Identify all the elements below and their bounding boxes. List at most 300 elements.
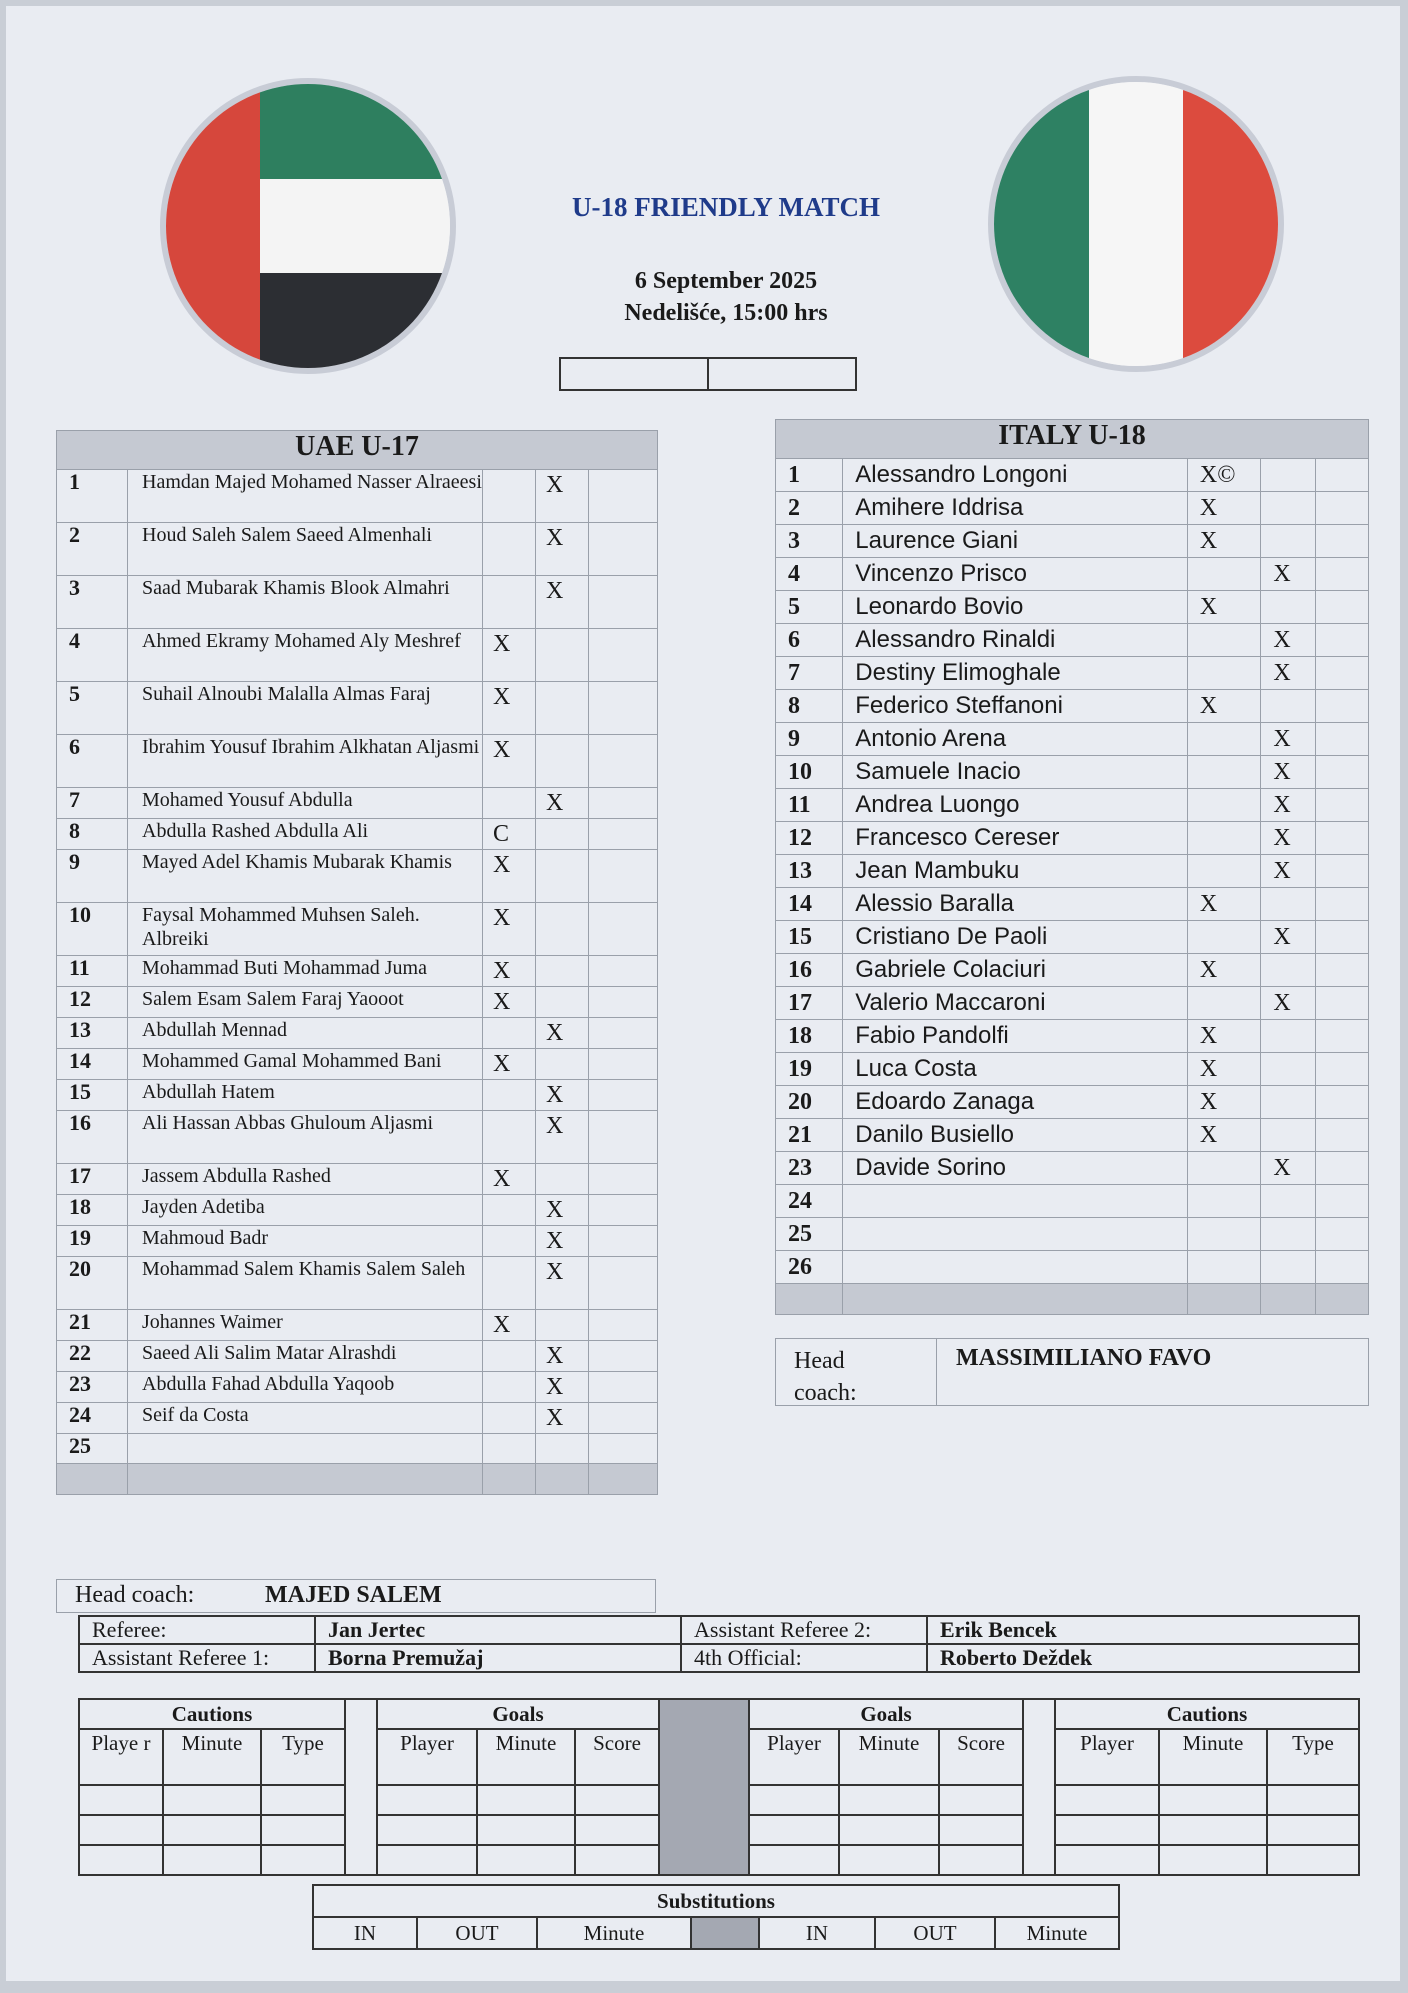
player-row bbox=[776, 855, 1369, 888]
player-extra bbox=[1316, 987, 1369, 1020]
player-row bbox=[57, 1341, 658, 1372]
referee-name: Jan Jertec bbox=[315, 1616, 681, 1644]
player-mark-2 bbox=[536, 1434, 589, 1464]
player-name: Mohammad Salem Khamis Salem Saleh bbox=[128, 1257, 483, 1310]
player-row bbox=[57, 735, 658, 788]
player-mark-2: X bbox=[536, 1226, 589, 1257]
player-number: 10 bbox=[57, 903, 128, 956]
player-row bbox=[57, 1164, 658, 1195]
away-goals-score-col: Score bbox=[939, 1729, 1023, 1785]
player-row bbox=[776, 789, 1369, 822]
player-number: 13 bbox=[57, 1018, 128, 1049]
player-name: Abdulla Rashed Abdulla Ali bbox=[128, 819, 483, 850]
player-name: Abdullah Mennad bbox=[128, 1018, 483, 1049]
player-row bbox=[57, 1434, 658, 1464]
player-extra bbox=[589, 629, 658, 682]
away-cautions-player-col: Player bbox=[1055, 1729, 1159, 1785]
player-extra bbox=[1316, 525, 1369, 558]
player-mark-2 bbox=[536, 819, 589, 850]
player-name: Destiny Elimoghale bbox=[843, 657, 1188, 690]
player-mark-2 bbox=[1261, 591, 1316, 624]
player-row bbox=[776, 492, 1369, 525]
player-mark-1 bbox=[483, 1111, 536, 1164]
player-mark-1 bbox=[1187, 1251, 1260, 1284]
player-row bbox=[57, 1310, 658, 1341]
player-mark-1 bbox=[483, 523, 536, 576]
player-mark-1: X bbox=[483, 1049, 536, 1080]
substitutions-header: Substitutions bbox=[313, 1885, 1119, 1917]
player-name: Edoardo Zanaga bbox=[843, 1086, 1188, 1119]
home-goals-score-col: Score bbox=[575, 1729, 659, 1785]
player-extra bbox=[1316, 855, 1369, 888]
player-name: Faysal Mohammed Muhsen Saleh. Albreiki bbox=[128, 903, 483, 956]
player-mark-1: C bbox=[483, 819, 536, 850]
away-cautions-type-col: Type bbox=[1267, 1729, 1359, 1785]
player-extra bbox=[1316, 1251, 1369, 1284]
player-number: 7 bbox=[57, 788, 128, 819]
player-mark-2 bbox=[1261, 1086, 1316, 1119]
player-row bbox=[57, 788, 658, 819]
player-extra bbox=[1316, 459, 1369, 492]
player-name: Jean Mambuku bbox=[843, 855, 1188, 888]
player-name: Jassem Abdulla Rashed bbox=[128, 1164, 483, 1195]
player-number: 10 bbox=[776, 756, 843, 789]
player-number: 8 bbox=[776, 690, 843, 723]
player-extra bbox=[1316, 1218, 1369, 1251]
player-extra bbox=[1316, 789, 1369, 822]
fourth-official-label: 4th Official: bbox=[681, 1644, 927, 1672]
player-number: 17 bbox=[776, 987, 843, 1020]
home-subs-minute-col: Minute bbox=[537, 1917, 691, 1949]
player-row bbox=[776, 657, 1369, 690]
player-row bbox=[57, 987, 658, 1018]
player-row bbox=[57, 1018, 658, 1049]
player-extra bbox=[589, 850, 658, 903]
score-box bbox=[559, 357, 857, 391]
ar1-name: Borna Premužaj bbox=[315, 1644, 681, 1672]
shaded-row bbox=[57, 1464, 658, 1495]
player-mark-2: X bbox=[536, 1403, 589, 1434]
ar1-label: Assistant Referee 1: bbox=[79, 1644, 315, 1672]
player-mark-1: X bbox=[483, 850, 536, 903]
shaded-row bbox=[776, 1284, 1369, 1315]
player-name: Cristiano De Paoli bbox=[843, 921, 1188, 954]
player-row bbox=[776, 1119, 1369, 1152]
player-row bbox=[57, 1372, 658, 1403]
player-mark-1 bbox=[483, 1080, 536, 1111]
player-mark-2: X bbox=[1261, 657, 1316, 690]
player-name: Antonio Arena bbox=[843, 723, 1188, 756]
player-mark-1: X bbox=[483, 903, 536, 956]
player-mark-2: X bbox=[1261, 756, 1316, 789]
player-extra bbox=[589, 987, 658, 1018]
player-mark-2: X bbox=[536, 1195, 589, 1226]
player-number: 24 bbox=[57, 1403, 128, 1434]
player-number: 13 bbox=[776, 855, 843, 888]
player-number: 23 bbox=[776, 1152, 843, 1185]
player-mark-2 bbox=[536, 987, 589, 1018]
player-mark-2 bbox=[1261, 459, 1316, 492]
player-row bbox=[57, 1257, 658, 1310]
player-name bbox=[843, 1218, 1188, 1251]
player-extra bbox=[589, 956, 658, 987]
player-mark-2: X bbox=[1261, 921, 1316, 954]
player-mark-2: X bbox=[1261, 822, 1316, 855]
player-mark-2 bbox=[536, 1310, 589, 1341]
away-team-name: ITALY U-18 bbox=[776, 420, 1369, 459]
player-number: 12 bbox=[57, 987, 128, 1018]
player-mark-2 bbox=[536, 735, 589, 788]
player-row bbox=[776, 1251, 1369, 1284]
player-number: 25 bbox=[776, 1218, 843, 1251]
away-coach-name: MASSIMILIANO FAVO bbox=[956, 1345, 1212, 1371]
player-mark-1 bbox=[483, 1403, 536, 1434]
player-number: 7 bbox=[776, 657, 843, 690]
player-extra bbox=[589, 1226, 658, 1257]
home-cautions-header: Cautions bbox=[79, 1699, 345, 1729]
player-row bbox=[776, 1152, 1369, 1185]
player-number: 1 bbox=[57, 470, 128, 523]
player-number: 21 bbox=[57, 1310, 128, 1341]
player-mark-2: X bbox=[1261, 987, 1316, 1020]
player-name: Mayed Adel Khamis Mubarak Khamis bbox=[128, 850, 483, 903]
player-number: 23 bbox=[57, 1372, 128, 1403]
player-name: Mohamed Yousuf Abdulla bbox=[128, 788, 483, 819]
player-mark-2 bbox=[1261, 888, 1316, 921]
player-row bbox=[776, 822, 1369, 855]
home-goals-header: Goals bbox=[377, 1699, 659, 1729]
player-mark-1 bbox=[1187, 1152, 1260, 1185]
ar2-label: Assistant Referee 2: bbox=[681, 1616, 927, 1644]
away-score-cell bbox=[707, 359, 855, 389]
player-name: Andrea Luongo bbox=[843, 789, 1188, 822]
player-number: 19 bbox=[776, 1053, 843, 1086]
player-number: 1 bbox=[776, 459, 843, 492]
italy-flag-icon bbox=[988, 76, 1284, 372]
player-number: 11 bbox=[57, 956, 128, 987]
away-goals-player-col: Player bbox=[749, 1729, 839, 1785]
player-extra bbox=[589, 1257, 658, 1310]
uae-flag-icon bbox=[160, 78, 456, 374]
player-extra bbox=[589, 1195, 658, 1226]
home-subs-in-col: IN bbox=[313, 1917, 417, 1949]
player-number: 22 bbox=[57, 1341, 128, 1372]
player-number: 8 bbox=[57, 819, 128, 850]
officials-table bbox=[78, 1615, 1360, 1673]
player-mark-1 bbox=[483, 1226, 536, 1257]
player-number: 12 bbox=[776, 822, 843, 855]
player-mark-2: X bbox=[536, 788, 589, 819]
player-mark-1 bbox=[1187, 855, 1260, 888]
player-name: Francesco Cereser bbox=[843, 822, 1188, 855]
player-row bbox=[776, 1086, 1369, 1119]
away-goals-minute-col: Minute bbox=[839, 1729, 939, 1785]
away-subs-out-col: OUT bbox=[875, 1917, 995, 1949]
player-row bbox=[776, 723, 1369, 756]
player-row bbox=[57, 1049, 658, 1080]
player-mark-2: X bbox=[1261, 789, 1316, 822]
player-mark-2 bbox=[1261, 954, 1316, 987]
player-number: 4 bbox=[776, 558, 843, 591]
player-extra bbox=[1316, 1020, 1369, 1053]
player-row bbox=[776, 624, 1369, 657]
player-extra bbox=[589, 1049, 658, 1080]
player-extra bbox=[1316, 1119, 1369, 1152]
substitutions-table bbox=[312, 1884, 1120, 1950]
player-mark-1: X bbox=[483, 1310, 536, 1341]
match-date: 6 September 2025 bbox=[634, 268, 818, 294]
player-extra bbox=[589, 1341, 658, 1372]
player-mark-1 bbox=[1187, 987, 1260, 1020]
player-extra bbox=[1316, 888, 1369, 921]
match-venue: Nedelišće, 15:00 hrs bbox=[624, 300, 828, 326]
player-mark-2 bbox=[1261, 1185, 1316, 1218]
player-number: 20 bbox=[57, 1257, 128, 1310]
player-row bbox=[776, 1020, 1369, 1053]
player-name bbox=[843, 1251, 1188, 1284]
player-mark-1: X bbox=[1187, 1020, 1260, 1053]
player-extra bbox=[589, 1080, 658, 1111]
player-mark-2: X bbox=[536, 470, 589, 523]
player-mark-2 bbox=[1261, 1119, 1316, 1152]
away-cautions-minute-col: Minute bbox=[1159, 1729, 1267, 1785]
player-name bbox=[128, 1434, 483, 1464]
player-number: 6 bbox=[57, 735, 128, 788]
away-subs-in-col: IN bbox=[759, 1917, 875, 1949]
player-row bbox=[776, 888, 1369, 921]
player-number: 3 bbox=[776, 525, 843, 558]
player-number: 26 bbox=[776, 1251, 843, 1284]
home-head-coach bbox=[56, 1579, 656, 1613]
home-coach-label: Head coach: bbox=[75, 1582, 195, 1608]
player-row bbox=[776, 1218, 1369, 1251]
player-number: 15 bbox=[57, 1080, 128, 1111]
home-cautions-minute-col: Minute bbox=[163, 1729, 261, 1785]
player-name: Valerio Maccaroni bbox=[843, 987, 1188, 1020]
player-mark-1 bbox=[483, 1434, 536, 1464]
referee-label: Referee: bbox=[79, 1616, 315, 1644]
player-row bbox=[57, 1403, 658, 1434]
player-name: Alessandro Longoni bbox=[843, 459, 1188, 492]
player-mark-1: X© bbox=[1187, 459, 1260, 492]
player-mark-2 bbox=[1261, 1251, 1316, 1284]
player-mark-1: X bbox=[1187, 690, 1260, 723]
player-extra bbox=[1316, 756, 1369, 789]
player-name: Houd Saleh Salem Saeed Almenhali bbox=[128, 523, 483, 576]
player-number: 18 bbox=[776, 1020, 843, 1053]
player-extra bbox=[1316, 921, 1369, 954]
player-number: 5 bbox=[57, 682, 128, 735]
player-name: Alessandro Rinaldi bbox=[843, 624, 1188, 657]
player-extra bbox=[589, 523, 658, 576]
player-row bbox=[776, 525, 1369, 558]
player-mark-1: X bbox=[483, 1164, 536, 1195]
player-mark-2: X bbox=[1261, 855, 1316, 888]
player-extra bbox=[1316, 954, 1369, 987]
player-mark-2 bbox=[1261, 1020, 1316, 1053]
player-row bbox=[776, 1053, 1369, 1086]
ar2-name: Erik Bencek bbox=[927, 1616, 1359, 1644]
player-mark-1 bbox=[1187, 723, 1260, 756]
player-number: 19 bbox=[57, 1226, 128, 1257]
player-mark-1: X bbox=[483, 956, 536, 987]
player-extra bbox=[589, 1403, 658, 1434]
player-number: 15 bbox=[776, 921, 843, 954]
player-name: Saad Mubarak Khamis Blook Almahri bbox=[128, 576, 483, 629]
player-row bbox=[57, 629, 658, 682]
player-mark-2 bbox=[536, 629, 589, 682]
player-row bbox=[57, 819, 658, 850]
player-mark-1 bbox=[1187, 558, 1260, 591]
player-extra bbox=[1316, 591, 1369, 624]
player-mark-1 bbox=[483, 1372, 536, 1403]
player-mark-2: X bbox=[536, 1018, 589, 1049]
player-mark-1: X bbox=[483, 682, 536, 735]
player-extra bbox=[589, 1434, 658, 1464]
player-mark-1 bbox=[1187, 1185, 1260, 1218]
player-extra bbox=[589, 576, 658, 629]
player-extra bbox=[589, 1310, 658, 1341]
player-number: 3 bbox=[57, 576, 128, 629]
player-mark-2 bbox=[1261, 492, 1316, 525]
player-row bbox=[57, 956, 658, 987]
player-number: 14 bbox=[776, 888, 843, 921]
player-mark-2 bbox=[536, 682, 589, 735]
player-row bbox=[57, 1195, 658, 1226]
player-number: 11 bbox=[776, 789, 843, 822]
player-mark-2 bbox=[1261, 525, 1316, 558]
player-number: 16 bbox=[776, 954, 843, 987]
player-mark-2: X bbox=[536, 523, 589, 576]
player-mark-1: X bbox=[1187, 591, 1260, 624]
match-events-table bbox=[78, 1698, 1360, 1876]
home-cautions-player-col: Playe r bbox=[79, 1729, 163, 1785]
player-extra bbox=[1316, 624, 1369, 657]
player-name: Davide Sorino bbox=[843, 1152, 1188, 1185]
player-extra bbox=[1316, 558, 1369, 591]
player-mark-1 bbox=[1187, 756, 1260, 789]
player-name: Mohammad Buti Mohammad Juma bbox=[128, 956, 483, 987]
player-row bbox=[57, 1080, 658, 1111]
player-mark-2 bbox=[1261, 1218, 1316, 1251]
player-row bbox=[57, 1226, 658, 1257]
player-mark-1 bbox=[1187, 789, 1260, 822]
player-mark-1 bbox=[1187, 822, 1260, 855]
player-name: Danilo Busiello bbox=[843, 1119, 1188, 1152]
player-mark-2: X bbox=[536, 1080, 589, 1111]
player-row bbox=[57, 903, 658, 956]
away-goals-header: Goals bbox=[749, 1699, 1023, 1729]
player-name: Mohammed Gamal Mohammed Bani bbox=[128, 1049, 483, 1080]
player-name: Ali Hassan Abbas Ghuloum Aljasmi bbox=[128, 1111, 483, 1164]
player-mark-2: X bbox=[536, 1257, 589, 1310]
player-name: Seif da Costa bbox=[128, 1403, 483, 1434]
away-coach-label: Head coach: bbox=[794, 1348, 857, 1406]
player-name: Gabriele Colaciuri bbox=[843, 954, 1188, 987]
player-name: Ibrahim Yousuf Ibrahim Alkhatan Aljasmi bbox=[128, 735, 483, 788]
player-mark-1: X bbox=[1187, 525, 1260, 558]
player-extra bbox=[589, 903, 658, 956]
player-row bbox=[57, 1111, 658, 1164]
player-mark-1 bbox=[483, 1341, 536, 1372]
player-extra bbox=[1316, 1152, 1369, 1185]
player-mark-1: X bbox=[1187, 888, 1260, 921]
player-row bbox=[776, 921, 1369, 954]
player-extra bbox=[589, 735, 658, 788]
player-mark-2 bbox=[1261, 690, 1316, 723]
player-number: 4 bbox=[57, 629, 128, 682]
home-score-cell bbox=[561, 359, 707, 389]
player-extra bbox=[1316, 1086, 1369, 1119]
player-row bbox=[776, 954, 1369, 987]
player-extra bbox=[589, 682, 658, 735]
player-name: Laurence Giani bbox=[843, 525, 1188, 558]
player-number: 2 bbox=[776, 492, 843, 525]
player-mark-2: X bbox=[1261, 558, 1316, 591]
player-name: Abdullah Hatem bbox=[128, 1080, 483, 1111]
home-cautions-type-col: Type bbox=[261, 1729, 345, 1785]
player-mark-2 bbox=[536, 903, 589, 956]
player-mark-2 bbox=[536, 1164, 589, 1195]
player-number: 9 bbox=[57, 850, 128, 903]
player-mark-1: X bbox=[1187, 1053, 1260, 1086]
player-extra bbox=[589, 788, 658, 819]
player-extra bbox=[1316, 492, 1369, 525]
player-name: Samuele Inacio bbox=[843, 756, 1188, 789]
player-mark-2: X bbox=[536, 1372, 589, 1403]
match-sheet bbox=[6, 6, 1400, 1981]
player-name: Saeed Ali Salim Matar Alrashdi bbox=[128, 1341, 483, 1372]
player-mark-1 bbox=[483, 1195, 536, 1226]
player-mark-1: X bbox=[1187, 492, 1260, 525]
away-lineup-table bbox=[775, 419, 1369, 1315]
away-cautions-header: Cautions bbox=[1055, 1699, 1359, 1729]
player-row bbox=[776, 756, 1369, 789]
player-name: Federico Steffanoni bbox=[843, 690, 1188, 723]
player-row bbox=[776, 690, 1369, 723]
player-name: Fabio Pandolfi bbox=[843, 1020, 1188, 1053]
player-number: 2 bbox=[57, 523, 128, 576]
player-name: Abdulla Fahad Abdulla Yaqoob bbox=[128, 1372, 483, 1403]
player-mark-1 bbox=[483, 1018, 536, 1049]
home-team-name: UAE U-17 bbox=[57, 431, 658, 470]
player-extra bbox=[1316, 1185, 1369, 1218]
player-extra bbox=[1316, 822, 1369, 855]
player-mark-1 bbox=[483, 470, 536, 523]
player-mark-1: X bbox=[483, 629, 536, 682]
home-goals-minute-col: Minute bbox=[477, 1729, 575, 1785]
player-mark-1 bbox=[1187, 657, 1260, 690]
match-title: U-18 FRIENDLY MATCH bbox=[571, 192, 880, 222]
player-number: 25 bbox=[57, 1434, 128, 1464]
player-mark-2: X bbox=[1261, 1152, 1316, 1185]
player-extra bbox=[1316, 657, 1369, 690]
player-mark-2: X bbox=[536, 1111, 589, 1164]
player-row bbox=[57, 523, 658, 576]
player-extra bbox=[589, 1164, 658, 1195]
player-extra bbox=[589, 1372, 658, 1403]
player-extra bbox=[589, 1018, 658, 1049]
player-name: Luca Costa bbox=[843, 1053, 1188, 1086]
player-number: 14 bbox=[57, 1049, 128, 1080]
player-name: Salem Esam Salem Faraj Yaooot bbox=[128, 987, 483, 1018]
player-name: Ahmed Ekramy Mohamed Aly Meshref bbox=[128, 629, 483, 682]
away-head-coach bbox=[775, 1338, 1369, 1406]
player-number: 20 bbox=[776, 1086, 843, 1119]
player-number: 16 bbox=[57, 1111, 128, 1164]
player-number: 6 bbox=[776, 624, 843, 657]
player-mark-2 bbox=[1261, 1053, 1316, 1086]
